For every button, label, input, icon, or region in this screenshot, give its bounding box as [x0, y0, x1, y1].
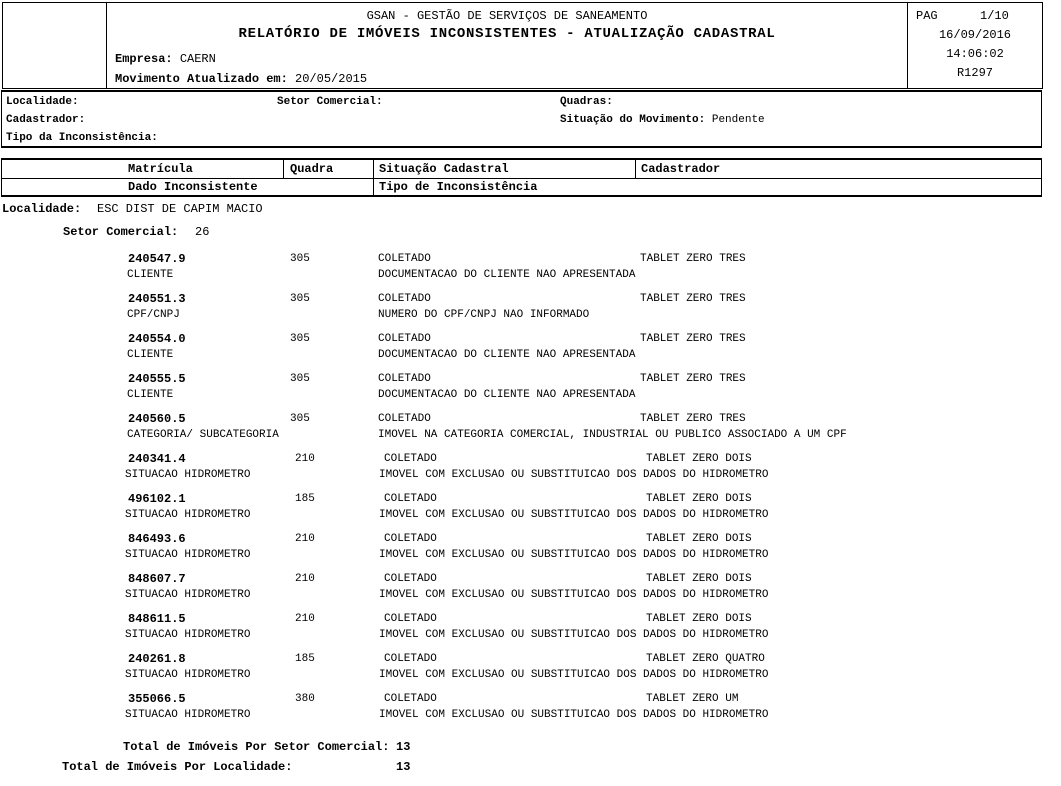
col-header-dado-inconsistente: Dado Inconsistente	[128, 180, 258, 194]
page-info-box	[907, 3, 1042, 88]
table-row	[0, 372, 1061, 408]
row-quadra: 210	[295, 613, 315, 625]
company-label: Empresa:	[115, 52, 173, 66]
row-matricula: 848607.7	[128, 572, 186, 586]
group-setor-line	[63, 225, 210, 239]
col-header-situacao-cadastral: Situação Cadastral	[379, 162, 509, 176]
row-matricula: 240554.0	[128, 332, 186, 346]
company-line	[115, 52, 216, 66]
col-header-quadra: Quadra	[290, 162, 334, 176]
group-setor-value: 26	[195, 225, 210, 239]
row-cadastrador: TABLET ZERO DOIS	[646, 573, 752, 585]
filter-situacao-movimento-line	[560, 114, 765, 126]
table-row	[0, 532, 1061, 568]
row-dado-inconsistente: SITUACAO HIDROMETRO	[125, 669, 251, 681]
row-tipo-inconsistencia: IMOVEL COM EXCLUSAO OU SUBSTITUICAO DOS DADOS DO HIDROMETRO	[379, 669, 769, 681]
row-matricula: 240560.5	[128, 412, 186, 426]
logo-placeholder-box	[3, 3, 107, 88]
row-cadastrador: TABLET ZERO QUATRO	[646, 653, 765, 665]
row-quadra: 210	[295, 453, 315, 465]
row-tipo-inconsistencia: DOCUMENTACAO DO CLIENTE NAO APRESENTADA	[378, 349, 636, 361]
row-matricula: 240341.4	[128, 452, 186, 466]
table-row	[0, 292, 1061, 328]
row-cadastrador: TABLET ZERO TRES	[640, 333, 746, 345]
row-cadastrador: TABLET ZERO TRES	[640, 413, 746, 425]
company-value: CAERN	[179, 52, 216, 66]
row-quadra: 305	[290, 293, 310, 305]
row-dado-inconsistente: SITUACAO HIDROMETRO	[125, 549, 251, 561]
row-situacao: COLETADO	[378, 413, 431, 425]
row-tipo-inconsistencia: IMOVEL COM EXCLUSAO OU SUBSTITUICAO DOS DADOS DO HIDROMETRO	[379, 469, 769, 481]
row-dado-inconsistente: SITUACAO HIDROMETRO	[125, 509, 251, 521]
col-header-tipo-inconsistencia: Tipo de Inconsistência	[379, 180, 538, 194]
row-situacao: COLETADO	[378, 373, 431, 385]
row-matricula: 846493.6	[128, 532, 186, 546]
row-cadastrador: TABLET ZERO DOIS	[646, 613, 752, 625]
total-localidade-label: Total de Imóveis Por Localidade:	[62, 760, 293, 774]
report-header-box	[2, 2, 1043, 89]
report-title: GSAN - GESTÃO DE SERVIÇOS DE SANEAMENTO	[366, 9, 648, 23]
row-dado-inconsistente: SITUACAO HIDROMETRO	[125, 469, 251, 481]
table-row	[0, 692, 1061, 728]
filter-cadastrador-label: Cadastrador:	[6, 114, 86, 126]
row-dado-inconsistente: CLIENTE	[127, 389, 174, 401]
row-cadastrador: TABLET ZERO UM	[646, 693, 739, 705]
row-situacao: COLETADO	[378, 293, 431, 305]
row-cadastrador: TABLET ZERO TRES	[640, 293, 746, 305]
column-divider	[283, 160, 284, 178]
movement-label: Movimento Atualizado em:	[115, 72, 288, 86]
row-matricula: 496102.1	[128, 492, 186, 506]
row-quadra: 305	[290, 373, 310, 385]
row-dado-inconsistente: CATEGORIA/ SUBCATEGORIA	[127, 429, 279, 441]
row-quadra: 210	[295, 573, 315, 585]
movement-value: 20/05/2015	[295, 72, 368, 86]
row-situacao: COLETADO	[384, 453, 437, 465]
row-matricula: 240547.9	[128, 252, 186, 266]
report-code: R1297	[956, 66, 993, 80]
row-dado-inconsistente: CPF/CNPJ	[127, 309, 180, 321]
filter-situacao-movimento-value: Pendente	[711, 114, 765, 126]
page-number: 1/10	[980, 9, 1009, 23]
table-header-box	[1, 158, 1042, 197]
row-tipo-inconsistencia: IMOVEL COM EXCLUSAO OU SUBSTITUICAO DOS DADOS DO HIDROMETRO	[379, 549, 769, 561]
row-situacao: COLETADO	[378, 333, 431, 345]
row-tipo-inconsistencia: DOCUMENTACAO DO CLIENTE NAO APRESENTADA	[378, 269, 636, 281]
column-divider	[635, 160, 636, 178]
table-row	[0, 332, 1061, 368]
row-situacao: COLETADO	[384, 693, 437, 705]
table-row	[0, 412, 1061, 448]
filter-situacao-movimento-label: Situação do Movimento:	[560, 114, 706, 126]
row-dado-inconsistente: CLIENTE	[127, 349, 174, 361]
row-matricula: 848611.5	[128, 612, 186, 626]
table-row	[0, 572, 1061, 608]
row-tipo-inconsistencia: IMOVEL COM EXCLUSAO OU SUBSTITUICAO DOS DADOS DO HIDROMETRO	[379, 709, 769, 721]
total-localidade-value: 13	[396, 760, 411, 774]
report-subtitle: RELATÓRIO DE IMÓVEIS INCONSISTENTES - ATUALIZAÇÃO CADASTRAL	[238, 26, 776, 42]
row-situacao: COLETADO	[384, 653, 437, 665]
row-situacao: COLETADO	[384, 613, 437, 625]
row-cadastrador: TABLET ZERO TRES	[640, 253, 746, 265]
page-label: PAG	[916, 9, 938, 23]
row-dado-inconsistente: CLIENTE	[127, 269, 174, 281]
table-row	[0, 492, 1061, 528]
group-setor-label: Setor Comercial:	[63, 225, 179, 239]
row-tipo-inconsistencia: IMOVEL NA CATEGORIA COMERCIAL, INDUSTRIAL OU PUBLICO ASSOCIADO A UM CPF	[378, 429, 847, 441]
total-localidade-line	[62, 760, 411, 774]
table-header-row-divider	[2, 178, 1041, 179]
filter-box	[1, 90, 1042, 148]
row-situacao: COLETADO	[384, 493, 437, 505]
row-tipo-inconsistencia: NUMERO DO CPF/CNPJ NAO INFORMADO	[378, 309, 590, 321]
row-quadra: 185	[295, 653, 315, 665]
row-situacao: COLETADO	[378, 253, 431, 265]
row-cadastrador: TABLET ZERO DOIS	[646, 533, 752, 545]
row-dado-inconsistente: SITUACAO HIDROMETRO	[125, 709, 251, 721]
filter-localidade-label: Localidade:	[6, 96, 79, 108]
filter-tipo-inconsistencia-label: Tipo da Inconsistência:	[6, 132, 158, 144]
row-dado-inconsistente: SITUACAO HIDROMETRO	[125, 629, 251, 641]
row-situacao: COLETADO	[384, 573, 437, 585]
table-row	[0, 252, 1061, 288]
col-header-matricula: Matrícula	[128, 162, 193, 176]
row-cadastrador: TABLET ZERO TRES	[640, 373, 746, 385]
row-quadra: 185	[295, 493, 315, 505]
table-row	[0, 652, 1061, 688]
group-localidade-line	[2, 202, 263, 216]
row-quadra: 305	[290, 413, 310, 425]
row-situacao: COLETADO	[384, 533, 437, 545]
row-quadra: 380	[295, 693, 315, 705]
row-quadra: 210	[295, 533, 315, 545]
row-cadastrador: TABLET ZERO DOIS	[646, 453, 752, 465]
filter-quadras-label: Quadras:	[560, 96, 613, 108]
filter-setor-comercial-label: Setor Comercial:	[277, 96, 383, 108]
row-tipo-inconsistencia: IMOVEL COM EXCLUSAO OU SUBSTITUICAO DOS DADOS DO HIDROMETRO	[379, 589, 769, 601]
row-tipo-inconsistencia: IMOVEL COM EXCLUSAO OU SUBSTITUICAO DOS DADOS DO HIDROMETRO	[379, 509, 769, 521]
row-matricula: 240551.3	[128, 292, 186, 306]
row-dado-inconsistente: SITUACAO HIDROMETRO	[125, 589, 251, 601]
table-row	[0, 612, 1061, 648]
row-matricula: 355066.5	[128, 692, 186, 706]
col-header-cadastrador: Cadastrador	[641, 162, 721, 176]
table-row	[0, 452, 1061, 488]
row-matricula: 240555.5	[128, 372, 186, 386]
total-setor-label: Total de Imóveis Por Setor Comercial:	[123, 740, 390, 754]
print-date: 16/09/2016	[938, 28, 1011, 42]
row-tipo-inconsistencia: DOCUMENTACAO DO CLIENTE NAO APRESENTADA	[378, 389, 636, 401]
report-title-block	[106, 3, 908, 88]
row-matricula: 240261.8	[128, 652, 186, 666]
total-setor-value: 13	[396, 740, 411, 754]
movement-line	[115, 72, 367, 86]
column-divider	[373, 160, 374, 195]
print-time: 14:06:02	[946, 47, 1004, 61]
row-quadra: 305	[290, 253, 310, 265]
group-localidade-label: Localidade:	[2, 202, 82, 216]
total-setor-line	[123, 740, 411, 754]
group-localidade-value: ESC DIST DE CAPIM MACIO	[97, 202, 263, 216]
row-cadastrador: TABLET ZERO DOIS	[646, 493, 752, 505]
row-tipo-inconsistencia: IMOVEL COM EXCLUSAO OU SUBSTITUICAO DOS DADOS DO HIDROMETRO	[379, 629, 769, 641]
row-quadra: 305	[290, 333, 310, 345]
